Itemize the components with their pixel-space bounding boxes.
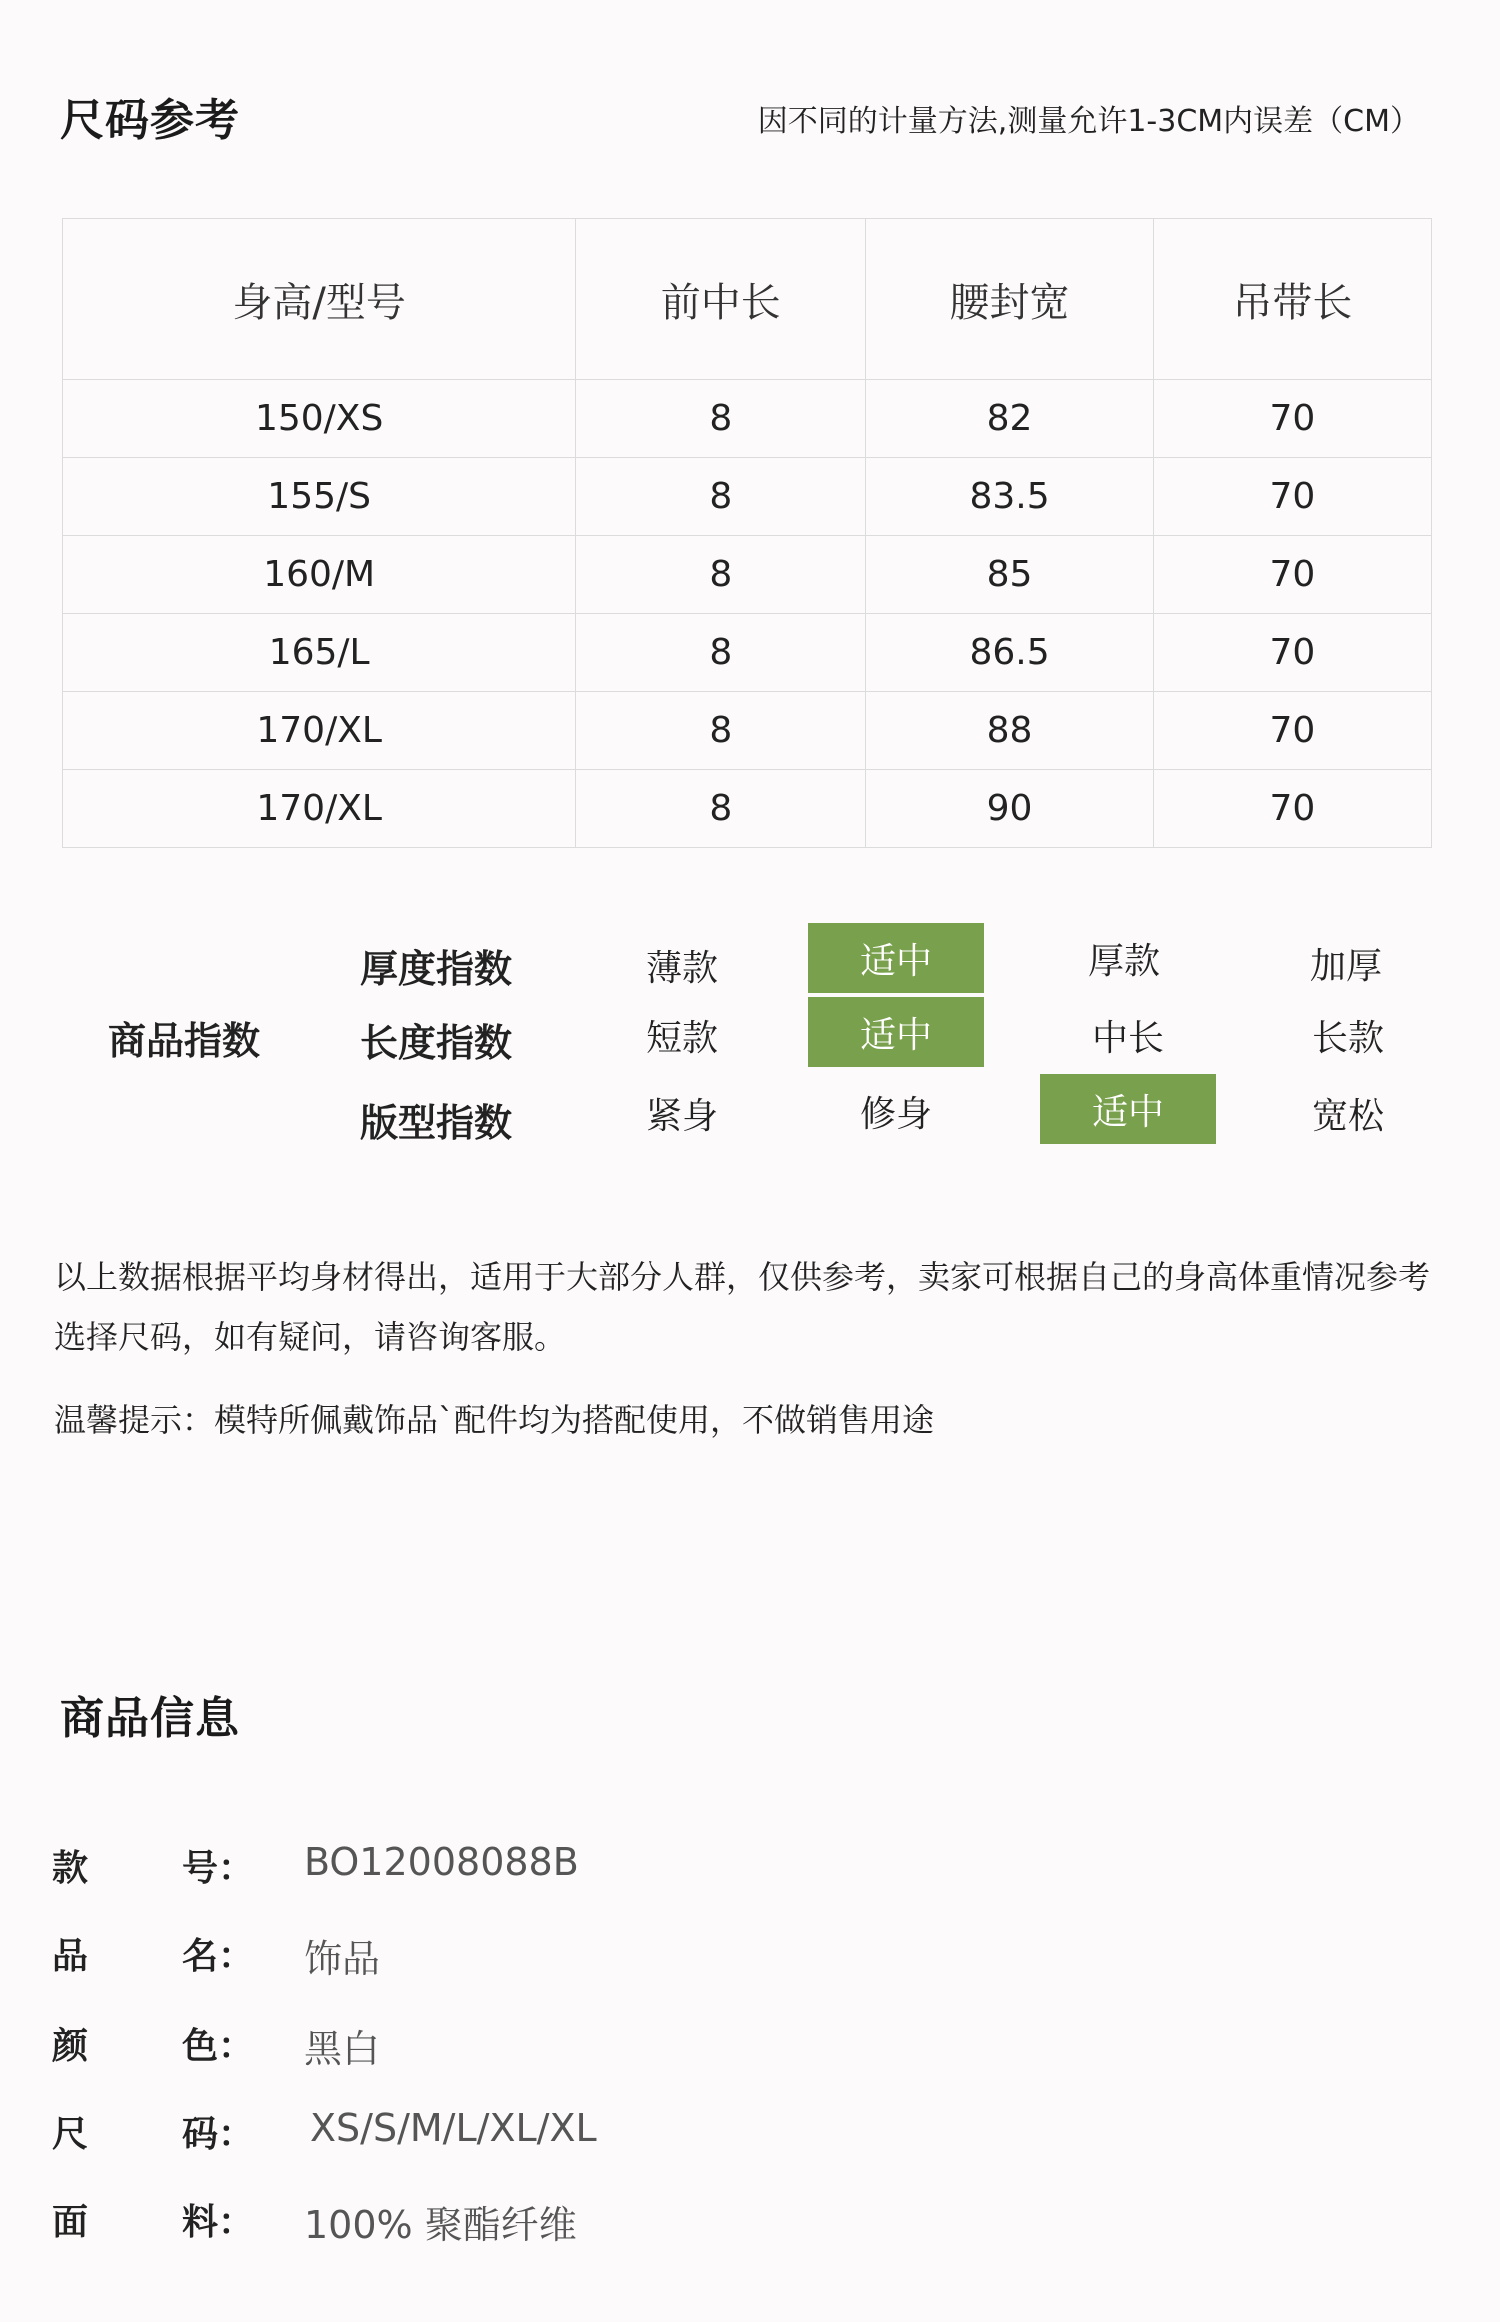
product-index-label: 商品指数 (108, 1019, 261, 1063)
cell-front-length: 8 (576, 380, 866, 458)
cell-size: 170/XL (63, 692, 576, 770)
cell-strap-length: 70 (1153, 536, 1431, 614)
fit-option-tight: 紧身 (645, 1095, 718, 1137)
info-key-char: 面 (52, 2202, 89, 2243)
size-disclaimer-text: 以上数据根据平均身材得出，适用于大部分人群，仅供参考，卖家可根据自己的身高体重情况参考选择尺码，如有疑问，请咨询客服。 (54, 1258, 1431, 1356)
cell-front-length: 8 (576, 614, 866, 692)
table-row (63, 380, 1432, 458)
length-index-label: 长度指数 (360, 1021, 513, 1065)
info-key-char: 颜 (52, 2026, 89, 2067)
measurement-note: 因不同的计量方法,测量允许1-3CM内误差（CM） (757, 104, 1420, 139)
cell-size: 170/XL (63, 770, 576, 848)
cell-strap-length: 70 (1153, 380, 1431, 458)
cell-waist-width: 88 (866, 692, 1154, 770)
thickness-option-thin: 薄款 (645, 947, 718, 989)
info-value-size: XS/S/M/L/XL/XL (310, 2106, 597, 2150)
table-row (63, 614, 1432, 692)
info-key-char: 尺 (52, 2114, 89, 2155)
header-waist-width: 腰封宽 (866, 219, 1154, 380)
size-table (62, 218, 1432, 848)
cell-strap-length: 70 (1153, 614, 1431, 692)
info-value-product-name: 饰品 (304, 1937, 381, 1981)
fit-option-slim: 修身 (859, 1093, 932, 1135)
fit-index-label: 版型指数 (360, 1101, 513, 1145)
cell-strap-length: 70 (1153, 770, 1431, 848)
info-key-char: 色： (182, 2026, 255, 2067)
thickness-option-thick: 厚款 (1087, 940, 1160, 982)
cell-size: 165/L (63, 614, 576, 692)
length-option-long: 长款 (1311, 1017, 1384, 1059)
cell-front-length: 8 (576, 536, 866, 614)
cell-front-length: 8 (576, 770, 866, 848)
info-value-material: 100% 聚酯纤维 (304, 2203, 577, 2247)
cell-size: 160/M (63, 536, 576, 614)
header-front-length: 前中长 (576, 219, 866, 380)
table-row (63, 458, 1432, 536)
info-key-char: 品 (52, 1936, 89, 1977)
info-key-char: 码： (182, 2114, 255, 2155)
info-key-char: 号： (182, 1848, 255, 1889)
cell-front-length: 8 (576, 458, 866, 536)
info-value-color: 黑白 (304, 2027, 381, 2071)
header-height-size: 身高/型号 (63, 219, 576, 380)
product-info-title: 商品信息 (60, 1693, 240, 1744)
cell-strap-length: 70 (1153, 692, 1431, 770)
thickness-option-medium-selected: 适中 (808, 923, 984, 993)
cell-strap-length: 70 (1153, 458, 1431, 536)
cell-waist-width: 82 (866, 380, 1154, 458)
length-option-short: 短款 (645, 1017, 718, 1059)
table-row (63, 770, 1432, 848)
thickness-option-extra-thick: 加厚 (1309, 945, 1382, 987)
length-option-medium-selected: 适中 (808, 997, 984, 1067)
cell-waist-width: 83.5 (866, 458, 1154, 536)
table-row (63, 536, 1432, 614)
cell-waist-width: 85 (866, 536, 1154, 614)
accessory-tip-text: 温馨提示：模特所佩戴饰品`配件均为搭配使用，不做销售用途 (54, 1401, 935, 1439)
info-value-style-no: BO12008088B (304, 1840, 579, 1884)
fit-option-medium-selected: 适中 (1040, 1074, 1216, 1144)
info-key-char: 料： (182, 2202, 255, 2243)
info-key-char: 名： (182, 1936, 255, 1977)
thickness-index-label: 厚度指数 (360, 947, 513, 991)
cell-waist-width: 90 (866, 770, 1154, 848)
cell-front-length: 8 (576, 692, 866, 770)
fit-option-loose: 宽松 (1311, 1095, 1384, 1137)
cell-size: 150/XS (63, 380, 576, 458)
info-key-char: 款 (52, 1848, 89, 1889)
length-option-mid-long: 中长 (1091, 1017, 1164, 1059)
cell-waist-width: 86.5 (866, 614, 1154, 692)
header-strap-length: 吊带长 (1153, 219, 1431, 380)
cell-size: 155/S (63, 458, 576, 536)
size-reference-title: 尺码参考 (60, 95, 240, 146)
size-table-header-row (63, 219, 1432, 380)
table-row (63, 692, 1432, 770)
